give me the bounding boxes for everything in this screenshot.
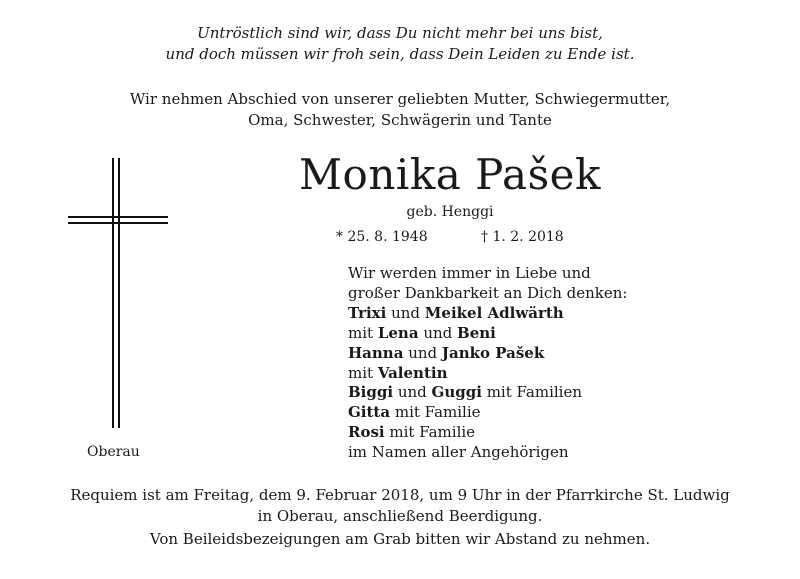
birth-date: * 25. 8. 1948 bbox=[336, 229, 428, 245]
connector: und bbox=[418, 323, 458, 342]
mourner-line bbox=[348, 403, 627, 423]
mourner-line bbox=[348, 423, 627, 443]
connector: mit bbox=[348, 323, 378, 342]
connector: mit Familie bbox=[390, 403, 481, 422]
mourners-list bbox=[348, 264, 627, 463]
connector: und bbox=[393, 383, 432, 402]
mourner-name: Biggi bbox=[348, 383, 394, 402]
mourner-line bbox=[348, 364, 627, 384]
intro-line-1: Wir nehmen Abschied von unserer geliebten Mutter, Schwiegermutter, bbox=[129, 90, 671, 108]
farewell-intro bbox=[0, 89, 800, 131]
connector: und bbox=[386, 303, 425, 322]
mourners-closing: im Namen aller Angehörigen bbox=[348, 443, 569, 462]
quote-line-1: Untröstlich sind wir, dass Du nicht mehr bei uns bist, bbox=[197, 24, 603, 42]
requiem-line-2: in Oberau, anschließend Beerdigung. bbox=[257, 507, 543, 525]
mourner-line bbox=[348, 344, 627, 364]
mourner-name: Hanna bbox=[348, 343, 404, 362]
quote-line-2: und doch müssen wir froh sein, dass Dein Leiden zu Ende ist. bbox=[165, 45, 635, 63]
mourner-name: Janko Pašek bbox=[441, 343, 545, 362]
mourners-intro-2: großer Dankbarkeit an Dich denken: bbox=[348, 283, 628, 302]
cross-icon bbox=[68, 158, 168, 428]
mourner-name: Lena bbox=[377, 323, 419, 342]
death-date: † 1. 2. 2018 bbox=[481, 229, 564, 245]
mourner-name: Guggi bbox=[431, 383, 482, 402]
mourners-intro-1: Wir werden immer in Liebe und bbox=[348, 264, 591, 282]
maiden-name: geb. Henggi bbox=[406, 204, 494, 220]
opening-quote bbox=[0, 23, 800, 65]
mourner-name: Trixi bbox=[348, 303, 387, 322]
mourner-name: Beni bbox=[457, 323, 496, 342]
mourner-name: Rosi bbox=[348, 423, 385, 442]
connector: mit bbox=[348, 363, 378, 382]
place-name: Oberau bbox=[87, 444, 140, 460]
intro-line-2: Oma, Schwester, Schwägerin und Tante bbox=[248, 111, 552, 129]
mourner-name: Meikel Adlwärth bbox=[424, 303, 564, 322]
condolence-notice: Von Beileidsbezeigungen am Grab bitten wir Abstand zu nehmen. bbox=[149, 530, 651, 548]
mourner-name: Gitta bbox=[348, 403, 391, 422]
mourner-line bbox=[348, 324, 627, 344]
mourner-line bbox=[348, 304, 627, 324]
requiem-notice bbox=[0, 485, 800, 527]
connector: mit Familien bbox=[481, 383, 582, 402]
mourner-name: Valentin bbox=[377, 363, 448, 382]
requiem-line-1: Requiem ist am Freitag, dem 9. Februar 2018, um 9 Uhr in der Pfarrkirche St. Ludwig bbox=[70, 486, 730, 504]
connector: und bbox=[403, 343, 442, 362]
deceased-name: Monika Pašek bbox=[299, 150, 601, 199]
connector: mit Familie bbox=[384, 423, 476, 442]
mourner-line bbox=[348, 383, 627, 403]
